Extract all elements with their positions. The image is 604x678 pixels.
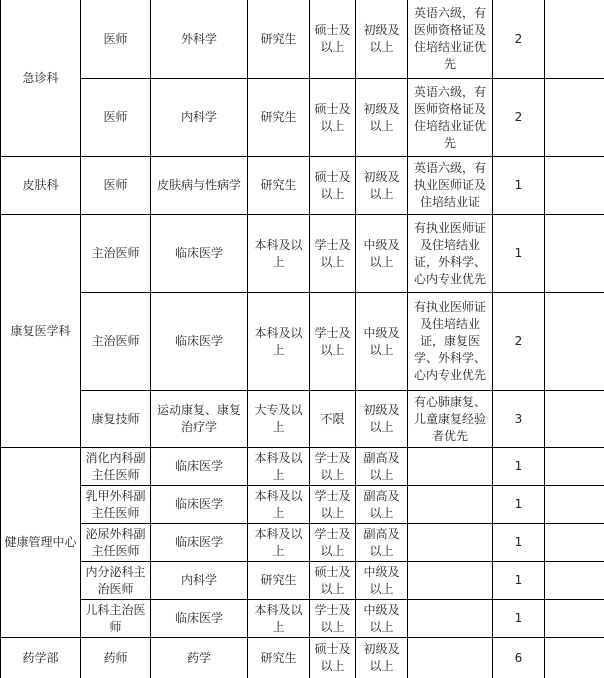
table-row bbox=[1, 79, 604, 157]
major-cell: 临床医学 bbox=[151, 600, 248, 638]
remark-cell bbox=[545, 0, 604, 79]
title-cell: 初级及以上 bbox=[356, 638, 408, 678]
position-cell: 泌尿外科副主任医师 bbox=[81, 524, 151, 562]
major-cell: 皮肤病与性病学 bbox=[151, 157, 248, 215]
remark-cell bbox=[545, 215, 604, 293]
degree-cell: 硕士及以上 bbox=[310, 562, 356, 600]
title-cell: 初级及以上 bbox=[356, 0, 408, 79]
requirements-cell: 英语六级，有医师资格证及住培结业证优先 bbox=[408, 0, 493, 79]
education-cell: 本科及以上 bbox=[248, 600, 310, 638]
education-cell: 研究生 bbox=[248, 79, 310, 157]
requirements-cell bbox=[408, 638, 493, 678]
degree-cell: 学士及以上 bbox=[310, 215, 356, 293]
department-cell: 药学部 bbox=[1, 638, 81, 678]
position-cell: 乳甲外科副主任医师 bbox=[81, 486, 151, 524]
degree-cell: 硕士及以上 bbox=[310, 0, 356, 79]
education-cell: 研究生 bbox=[248, 157, 310, 215]
major-cell: 临床医学 bbox=[151, 486, 248, 524]
count-cell: 1 bbox=[493, 215, 545, 293]
table-row bbox=[1, 157, 604, 215]
count-cell: 1 bbox=[493, 486, 545, 524]
count-cell: 1 bbox=[493, 600, 545, 638]
table-row bbox=[1, 600, 604, 638]
position-cell: 医师 bbox=[81, 0, 151, 79]
position-cell: 内分泌科主治医师 bbox=[81, 562, 151, 600]
degree-cell: 硕士及以上 bbox=[310, 157, 356, 215]
position-cell: 儿科主治医师 bbox=[81, 600, 151, 638]
education-cell: 研究生 bbox=[248, 562, 310, 600]
major-cell: 临床医学 bbox=[151, 524, 248, 562]
title-cell: 中级及以上 bbox=[356, 600, 408, 638]
count-cell: 2 bbox=[493, 0, 545, 79]
remark-cell bbox=[545, 448, 604, 486]
degree-cell: 学士及以上 bbox=[310, 524, 356, 562]
remark-cell bbox=[545, 391, 604, 448]
table-row bbox=[1, 448, 604, 486]
department-cell: 康复医学科 bbox=[1, 215, 81, 448]
table-row bbox=[1, 293, 604, 391]
remark-cell bbox=[545, 157, 604, 215]
education-cell: 本科及以上 bbox=[248, 486, 310, 524]
table-row bbox=[1, 215, 604, 293]
title-cell: 副高及以上 bbox=[356, 448, 408, 486]
remark-cell bbox=[545, 524, 604, 562]
remark-cell bbox=[545, 79, 604, 157]
degree-cell: 学士及以上 bbox=[310, 486, 356, 524]
title-cell: 初级及以上 bbox=[356, 157, 408, 215]
major-cell: 内科学 bbox=[151, 79, 248, 157]
department-cell: 健康管理中心 bbox=[1, 448, 81, 638]
major-cell: 药学 bbox=[151, 638, 248, 678]
requirements-cell: 有执业医师证及住培结业证，外科学、心内专业优先 bbox=[408, 215, 493, 293]
table-row bbox=[1, 562, 604, 600]
degree-cell: 学士及以上 bbox=[310, 293, 356, 391]
education-cell: 本科及以上 bbox=[248, 524, 310, 562]
remark-cell bbox=[545, 600, 604, 638]
position-cell: 消化内科副主任医师 bbox=[81, 448, 151, 486]
table-row bbox=[1, 486, 604, 524]
position-cell: 药师 bbox=[81, 638, 151, 678]
department-cell: 皮肤科 bbox=[1, 157, 81, 215]
requirements-cell: 有心肺康复、儿童康复经验者优先 bbox=[408, 391, 493, 448]
department-cell: 急诊科 bbox=[1, 0, 81, 157]
title-cell: 副高及以上 bbox=[356, 486, 408, 524]
count-cell: 6 bbox=[493, 638, 545, 678]
title-cell: 中级及以上 bbox=[356, 562, 408, 600]
requirements-cell bbox=[408, 562, 493, 600]
title-cell: 初级及以上 bbox=[356, 79, 408, 157]
requirements-cell bbox=[408, 524, 493, 562]
major-cell: 外科学 bbox=[151, 0, 248, 79]
remark-cell bbox=[545, 562, 604, 600]
degree-cell: 硕士及以上 bbox=[310, 79, 356, 157]
major-cell: 运动康复、康复治疗学 bbox=[151, 391, 248, 448]
title-cell: 副高及以上 bbox=[356, 524, 408, 562]
degree-cell: 学士及以上 bbox=[310, 448, 356, 486]
count-cell: 1 bbox=[493, 524, 545, 562]
count-cell: 2 bbox=[493, 293, 545, 391]
count-cell: 2 bbox=[493, 79, 545, 157]
table-row bbox=[1, 391, 604, 448]
education-cell: 研究生 bbox=[248, 0, 310, 79]
education-cell: 大专及以上 bbox=[248, 391, 310, 448]
education-cell: 本科及以上 bbox=[248, 448, 310, 486]
remark-cell bbox=[545, 293, 604, 391]
requirements-cell: 英语六级，有医师资格证及住培结业证优先 bbox=[408, 79, 493, 157]
education-cell: 研究生 bbox=[248, 638, 310, 678]
remark-cell bbox=[545, 486, 604, 524]
major-cell: 临床医学 bbox=[151, 215, 248, 293]
requirements-cell bbox=[408, 486, 493, 524]
requirements-cell bbox=[408, 448, 493, 486]
count-cell: 1 bbox=[493, 562, 545, 600]
title-cell: 中级及以上 bbox=[356, 293, 408, 391]
position-cell: 医师 bbox=[81, 157, 151, 215]
degree-cell: 不限 bbox=[310, 391, 356, 448]
major-cell: 临床医学 bbox=[151, 448, 248, 486]
position-cell: 主治医师 bbox=[81, 293, 151, 391]
major-cell: 内科学 bbox=[151, 562, 248, 600]
table-row bbox=[1, 638, 604, 678]
degree-cell: 硕士及以上 bbox=[310, 638, 356, 678]
title-cell: 中级及以上 bbox=[356, 215, 408, 293]
position-cell: 康复技师 bbox=[81, 391, 151, 448]
table-row bbox=[1, 524, 604, 562]
position-cell: 主治医师 bbox=[81, 215, 151, 293]
requirements-cell bbox=[408, 600, 493, 638]
table-row bbox=[1, 0, 604, 79]
count-cell: 1 bbox=[493, 157, 545, 215]
education-cell: 本科及以上 bbox=[248, 215, 310, 293]
requirements-cell: 英语六级，有执业医师证及住培结业证 bbox=[408, 157, 493, 215]
title-cell: 初级及以上 bbox=[356, 391, 408, 448]
count-cell: 3 bbox=[493, 391, 545, 448]
requirements-cell: 有执业医师证及住培结业证，康复医学、外科学、心内专业优先 bbox=[408, 293, 493, 391]
degree-cell: 学士及以上 bbox=[310, 600, 356, 638]
major-cell: 临床医学 bbox=[151, 293, 248, 391]
position-cell: 医师 bbox=[81, 79, 151, 157]
count-cell: 1 bbox=[493, 448, 545, 486]
education-cell: 本科及以上 bbox=[248, 293, 310, 391]
remark-cell bbox=[545, 638, 604, 678]
